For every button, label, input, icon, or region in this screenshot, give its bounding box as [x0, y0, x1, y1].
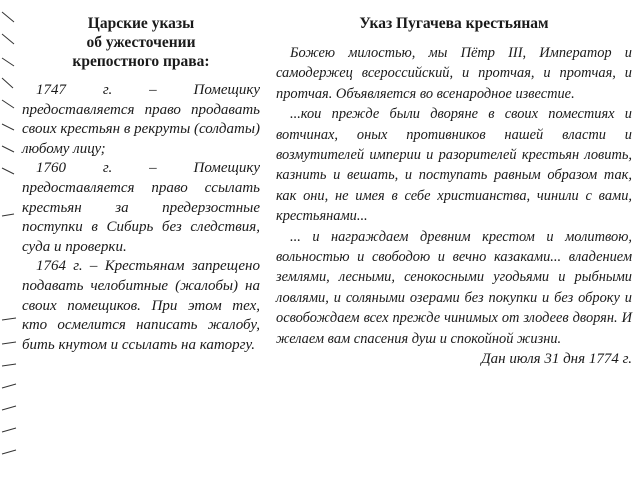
- left-title-line: Царские указы: [87, 15, 195, 32]
- decree-1764: 1764 г. – Крестьянам запрещено подавать челобитные (жалобы) на своих помещиков. При этом тех, кто осмелится написать жалобу, бить кнутом и ссылать на каторгу.: [22, 258, 260, 353]
- right-body: [276, 43, 632, 349]
- margin-tick-marks: [0, 0, 20, 480]
- decree-paragraph: ... и награждаем древним крестом и молитвою, вольностью и свободою и вечно казаками... владением землями, лесными, сенокосными угодьями и рыбными ловлями, и соляными озерами без покупки и без оброку и освобождаем всех прежде чинимых от злодеев дворян. И желаем вам спасения душ и спокойной жизни.: [276, 228, 632, 347]
- left-body: [22, 81, 260, 355]
- tsar-decrees-column: [22, 14, 260, 355]
- decree-1760: 1760 г. – Помещику предоставляется право ссылать крестьян за предерзостные поступки в Сибирь без следствия, суда и проверки.: [22, 160, 260, 255]
- pugachev-decree-column: [276, 14, 632, 368]
- decree-paragraph: Божею милостью, мы Пётр III, Император и самодержец всероссийский, и протчая, и протчая, и протчая. Объявляется во всенародное известие.: [276, 45, 632, 102]
- decree-paragraph: ...кои прежде были дворяне в своих поместиях и вотчинах, оных противников нашей власти и возмутителей империи и разорителей крестьян ловить, казнить и вешать, и поступать равным образом так, как они, не имея в себе христианства, чинили с вами, крестьянами...: [276, 106, 632, 225]
- decree-1747: 1747 г. – Помещику предоставляется право продавать своих крестьян в рекруты (солдаты) любому лицу;: [22, 82, 260, 157]
- left-title: [22, 14, 260, 71]
- right-title: Указ Пугачева крестьянам: [359, 15, 549, 32]
- left-title-line: об ужесточении: [86, 34, 196, 51]
- decree-date-signature: Дан июля 31 дня 1774 г.: [481, 351, 632, 368]
- left-title-line: крепостного права:: [72, 53, 210, 70]
